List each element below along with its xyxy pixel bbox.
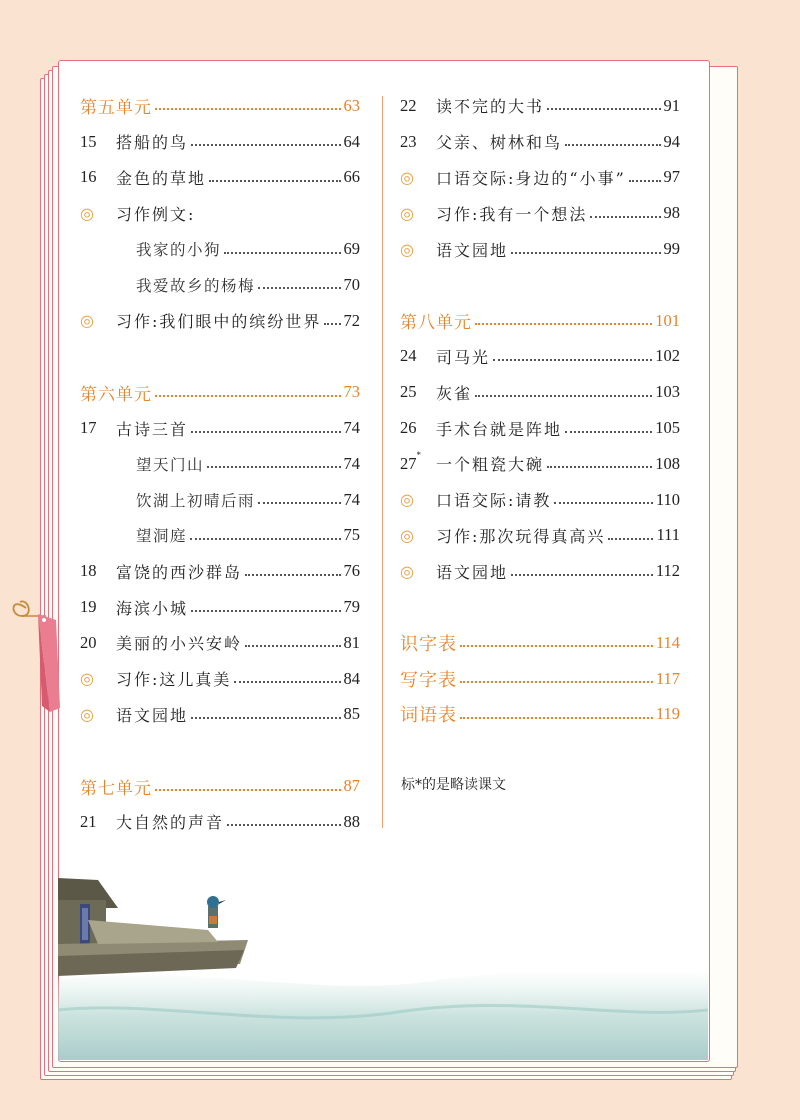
page-number: 108: [655, 453, 680, 473]
lesson-number: 19: [80, 597, 97, 617]
entry-title: 望天门山: [136, 455, 205, 474]
page-number: 74: [343, 489, 360, 509]
activity-entry[interactable]: [400, 231, 680, 267]
entry-title: 习作:我们眼中的缤纷世界: [116, 312, 322, 332]
circle-bullet-icon: ◎: [80, 203, 94, 223]
dot-leader: [191, 716, 340, 719]
boat-scene-illustration: [58, 860, 708, 1060]
entry-title: 语文园地: [436, 240, 509, 260]
footnote: 标*的是略读课文: [401, 777, 506, 793]
lesson-entry[interactable]: [400, 374, 680, 410]
page-number: 74: [343, 418, 360, 438]
page-number: 76: [343, 561, 360, 581]
unit-heading-entry[interactable]: [80, 88, 360, 124]
lesson-number: 21: [80, 811, 97, 831]
circle-bullet-icon: ◎: [80, 704, 94, 724]
dot-leader: [565, 430, 652, 433]
activity-entry[interactable]: [80, 697, 360, 733]
lesson-number: 15: [80, 131, 97, 151]
contents-right-column: [400, 88, 680, 732]
circle-bullet-icon: ◎: [400, 203, 414, 223]
circle-bullet-icon: ◎: [400, 239, 414, 259]
lesson-entry[interactable]: [80, 160, 360, 196]
entry-title: 一个粗瓷大碗: [436, 455, 545, 475]
poem-subentry[interactable]: [80, 482, 360, 518]
lesson-number: 26: [400, 418, 417, 438]
page-number: 63: [343, 95, 360, 115]
lesson-entry[interactable]: [80, 804, 360, 840]
circle-bullet-icon: ◎: [80, 669, 94, 689]
lesson-entry[interactable]: [400, 446, 680, 482]
unit-heading-entry[interactable]: [80, 768, 360, 804]
page-number: 98: [663, 203, 680, 223]
page-number: 103: [655, 382, 680, 402]
lesson-entry[interactable]: [80, 410, 360, 446]
dot-leader: [460, 716, 653, 719]
entry-title: 第七单元: [80, 778, 152, 799]
circle-bullet-icon: ◎: [400, 167, 414, 187]
dot-leader: [629, 179, 661, 182]
activity-entry[interactable]: [400, 160, 680, 196]
dot-leader: [190, 537, 340, 540]
dot-leader: [324, 322, 340, 325]
page-number: 91: [663, 95, 680, 115]
page-number: 94: [663, 131, 680, 151]
dot-leader: [460, 644, 653, 647]
page-number: 99: [663, 239, 680, 259]
page-number: 101: [655, 310, 680, 330]
lesson-entry[interactable]: [80, 553, 360, 589]
dot-leader: [155, 394, 341, 397]
section-gap: [400, 589, 680, 625]
dot-leader: [191, 430, 340, 433]
poem-subentry[interactable]: [80, 518, 360, 554]
dot-leader: [155, 107, 341, 110]
page-number: 114: [655, 632, 680, 652]
entry-title: 海滨小城: [116, 598, 189, 618]
entry-title: 金色的草地: [116, 168, 207, 188]
lesson-entry[interactable]: [400, 88, 680, 124]
page-number: 88: [343, 811, 360, 831]
page-number: 97: [663, 167, 680, 187]
lesson-number: 22: [400, 95, 417, 115]
poem-subentry[interactable]: [80, 446, 360, 482]
entry-title: 识字表: [400, 633, 457, 655]
dot-leader: [511, 251, 660, 254]
activity-entry[interactable]: [80, 195, 360, 231]
entry-title: 第六单元: [80, 384, 152, 405]
unit-heading-entry[interactable]: [400, 697, 680, 733]
dot-leader: [245, 573, 340, 576]
page-number: 110: [655, 489, 680, 509]
page-number: 87: [343, 776, 360, 796]
entry-title: 富饶的西沙群岛: [116, 562, 243, 582]
unit-heading-entry[interactable]: [400, 303, 680, 339]
entry-title: 读不完的大书: [436, 97, 545, 117]
dot-leader: [547, 107, 660, 110]
dot-leader: [590, 215, 660, 218]
activity-entry[interactable]: [400, 195, 680, 231]
entry-title: 语文园地: [436, 562, 509, 582]
entry-title: 大自然的声音: [116, 813, 225, 833]
lesson-number: 27*: [400, 450, 421, 473]
dot-leader: [475, 394, 652, 397]
lesson-entry[interactable]: [400, 124, 680, 160]
dot-leader: [155, 788, 341, 791]
entry-title: 手术台就是阵地: [436, 419, 563, 439]
entry-title: 美丽的小兴安岭: [116, 634, 243, 654]
lesson-number: 24: [400, 346, 417, 366]
dot-leader: [224, 251, 340, 254]
page-number: 81: [343, 632, 360, 652]
bookmark-tag-icon: [8, 588, 68, 718]
page-number: 112: [655, 561, 680, 581]
circle-bullet-icon: ◎: [80, 311, 94, 331]
page-number: 66: [343, 167, 360, 187]
entry-title: 望洞庭: [136, 527, 188, 546]
section-gap: [400, 267, 680, 303]
kingfisher-bird-icon: [207, 896, 226, 928]
lesson-number: 25: [400, 382, 417, 402]
page-number: 72: [343, 310, 360, 330]
circle-bullet-icon: ◎: [400, 525, 414, 545]
dot-leader: [227, 823, 340, 826]
entry-title: 习作:我有一个想法: [436, 204, 588, 224]
lesson-number: 23: [400, 131, 417, 151]
entry-title: 词语表: [400, 705, 457, 727]
page-number: 79: [343, 597, 360, 617]
entry-title: 习作例文:: [116, 204, 196, 224]
dot-leader: [511, 573, 653, 576]
activity-entry[interactable]: [80, 661, 360, 697]
unit-heading-entry[interactable]: [400, 661, 680, 697]
entry-title: 写字表: [400, 669, 457, 691]
circle-bullet-icon: ◎: [400, 561, 414, 581]
entry-title: 第八单元: [400, 313, 472, 334]
lesson-number: 20: [80, 632, 97, 652]
page-number: 64: [343, 131, 360, 151]
circle-bullet-icon: ◎: [400, 490, 414, 510]
entry-title: 司马光: [436, 347, 491, 367]
dot-leader: [475, 322, 652, 325]
dot-leader: [245, 644, 340, 647]
entry-title: 口语交际:身边的“小事”: [436, 168, 626, 188]
page-number: 73: [343, 382, 360, 402]
entry-title: 古诗三首: [116, 419, 189, 439]
dot-leader: [554, 501, 652, 504]
dot-leader: [493, 358, 652, 361]
unit-heading-entry[interactable]: [80, 374, 360, 410]
lesson-entry[interactable]: [400, 339, 680, 375]
entry-title: 第五单元: [80, 98, 152, 119]
dot-leader: [209, 179, 340, 182]
entry-title: 父亲、树林和鸟: [436, 133, 563, 153]
page-number: 117: [655, 668, 680, 688]
entry-title: 灰雀: [436, 383, 473, 403]
lesson-entry[interactable]: [400, 410, 680, 446]
column-divider: [382, 96, 383, 828]
section-gap: [80, 339, 360, 375]
entry-title: 习作:这儿真美: [116, 670, 232, 690]
entry-title: 饮湖上初晴后雨: [136, 491, 256, 510]
page-number: 119: [655, 704, 680, 724]
contents-left-column: [80, 88, 360, 840]
page-number: 74: [343, 453, 360, 473]
dot-leader: [258, 501, 340, 504]
section-gap: [80, 732, 360, 768]
lesson-entry[interactable]: [80, 124, 360, 160]
page-number: 102: [655, 346, 680, 366]
lesson-number: 16: [80, 167, 97, 187]
entry-title: 我爱故乡的杨梅: [136, 276, 256, 295]
page-number: 105: [655, 418, 680, 438]
activity-entry[interactable]: [400, 482, 680, 518]
activity-entry[interactable]: [400, 518, 680, 554]
wooden-boat-icon: [58, 878, 248, 976]
entry-title: 语文园地: [116, 705, 189, 725]
activity-entry[interactable]: [80, 303, 360, 339]
lesson-entry[interactable]: [80, 589, 360, 625]
dot-leader: [547, 465, 652, 468]
dot-leader: [191, 609, 340, 612]
entry-title: 搭船的鸟: [116, 133, 189, 153]
lesson-number: 18: [80, 561, 97, 581]
lesson-number: 17: [80, 418, 97, 438]
page-number: 84: [343, 668, 360, 688]
poem-subentry[interactable]: [80, 267, 360, 303]
dot-leader: [234, 680, 340, 683]
activity-entry[interactable]: [400, 553, 680, 589]
page-number: 111: [656, 525, 680, 545]
lesson-entry[interactable]: [80, 625, 360, 661]
entry-title: 口语交际:请教: [436, 491, 552, 511]
dot-leader: [608, 537, 653, 540]
dot-leader: [460, 680, 653, 683]
page-number: 85: [343, 704, 360, 724]
dot-leader: [565, 143, 660, 146]
page-number: 70: [343, 274, 360, 294]
skim-reading-mark: *: [416, 450, 421, 461]
entry-title: 习作:那次玩得真高兴: [436, 526, 606, 546]
page-number: 75: [343, 525, 360, 545]
page-number: 69: [343, 239, 360, 259]
dot-leader: [207, 465, 340, 468]
dot-leader: [191, 143, 340, 146]
unit-heading-entry[interactable]: [400, 625, 680, 661]
dot-leader: [258, 286, 340, 289]
poem-subentry[interactable]: [80, 231, 360, 267]
entry-title: 我家的小狗: [136, 241, 222, 260]
